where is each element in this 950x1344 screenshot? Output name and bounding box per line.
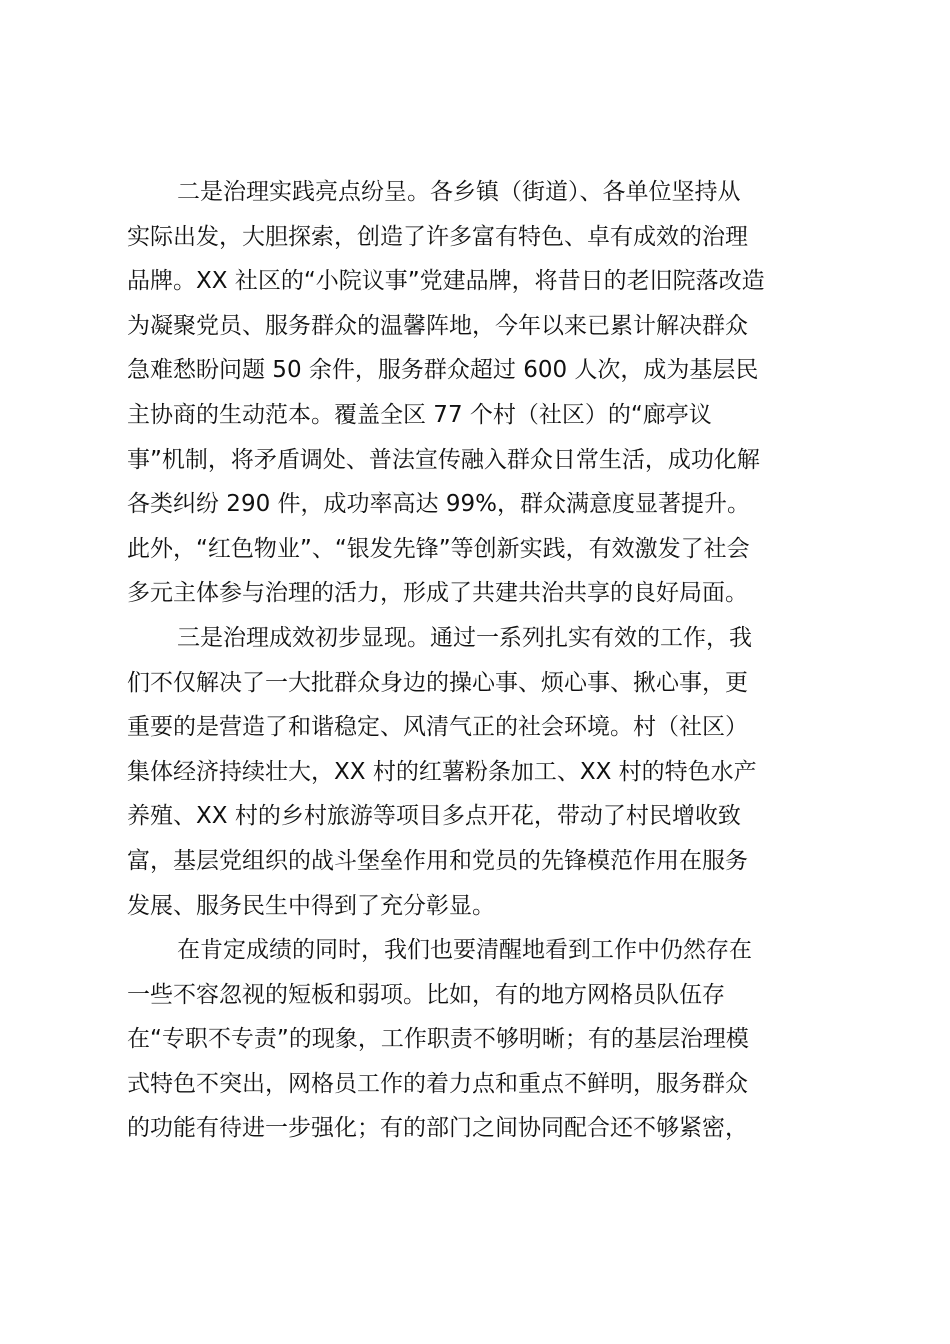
paragraph-2-line-9: 此外，“红色物业”、“银发先锋”等创新实践，有效激发了社会	[127, 535, 750, 562]
paragraph-3-line-1: 三是治理成效初步显现。通过一系列扎实有效的工作，我	[177, 624, 752, 651]
paragraph-4-line-2: 一些不容忽视的短板和弱项。比如，有的地方网格员队伍存	[127, 981, 725, 1008]
paragraph-3-line-4: 集体经济持续壮大，XX 村的红薯粉条加工、XX 村的特色水产	[127, 758, 757, 785]
paragraph-4-line-4: 式特色不突出，网格员工作的着力点和重点不鲜明，服务群众	[127, 1070, 748, 1097]
paragraph-2-line-2: 实际出发，大胆探索，创造了许多富有特色、卓有成效的治理	[127, 223, 748, 250]
paragraph-2-line-5: 急难愁盼问题 50 余件，服务群众超过 600 人次，成为基层民	[127, 357, 759, 384]
paragraph-3-line-3: 重要的是营造了和谐稳定、风清气正的社会环境。村（社区）	[127, 714, 748, 741]
paragraph-3-line-5: 养殖、XX 村的乡村旅游等项目多点开花，带动了村民增收致	[127, 803, 741, 830]
paragraph-2-line-1: 二是治理实践亮点纷呈。各乡镇（街道）、各单位坚持从	[177, 179, 741, 205]
paragraph-2-line-6: 主协商的生动范本。覆盖全区 77 个村（社区）的“廊亭议	[127, 401, 712, 428]
paragraph-2-line-8: 各类纠纷 290 件，成功率高达 99%，群众满意度显著提升。	[127, 491, 750, 518]
paragraph-3-line-2: 们不仅解决了一大批群众身边的操心事、烦心事、揪心事，更	[127, 669, 748, 696]
paragraph-2-line-3: 品牌。XX 社区的“小院议事”党建品牌，将昔日的老旧院落改造	[127, 268, 765, 295]
paragraph-2-line-10: 多元主体参与治理的活力，形成了共建共治共享的良好局面。	[127, 580, 748, 607]
paragraph-3-line-7: 发展、服务民生中得到了充分彰显。	[127, 892, 495, 919]
paragraph-4-line-1: 在肯定成绩的同时，我们也要清醒地看到工作中仍然存在	[177, 937, 752, 964]
paragraph-2-line-7: 事”机制，将矛盾调处、普法宣传融入群众日常生活，成功化解	[127, 446, 760, 473]
paragraph-2-line-4: 为凝聚党员、服务群众的温馨阵地，今年以来已累计解决群众	[127, 312, 748, 339]
body-text	[127, 170, 837, 1151]
paragraph-4-line-5: 的功能有待进一步强化；有的部门之间协同配合还不够紧密，	[127, 1115, 748, 1142]
paragraph-4-line-3: 在“专职不专责”的现象，工作职责不够明晰；有的基层治理模	[127, 1026, 749, 1053]
paragraph-3-line-6: 富，基层党组织的战斗堡垒作用和党员的先锋模范作用在服务	[127, 847, 748, 874]
